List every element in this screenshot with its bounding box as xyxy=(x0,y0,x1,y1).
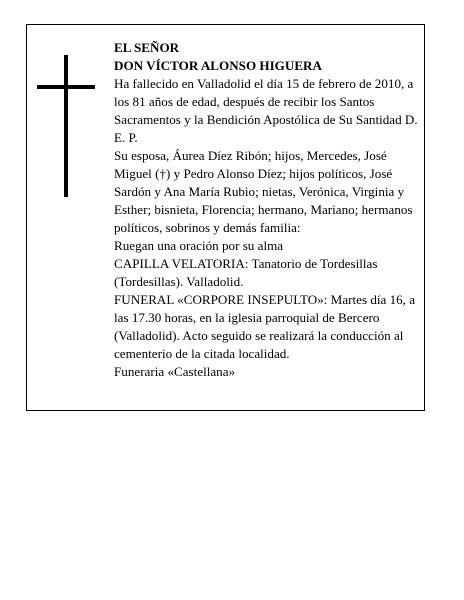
deceased-name: DON VÍCTOR ALONSO HIGUERA xyxy=(114,58,322,73)
latin-cross-icon xyxy=(37,55,95,197)
notice-text xyxy=(114,39,423,381)
chapel-info: CAPILLA VELATORIA: Tanatorio de Tordesillas (Tordesillas). Valladolid. xyxy=(114,256,378,289)
cross-horizontal-bar xyxy=(37,85,95,89)
cross-vertical-bar xyxy=(64,55,68,197)
obituary-notice xyxy=(26,24,425,411)
funeral-home: Funeraria «Castellana» xyxy=(114,364,236,379)
title-line-1: EL SEÑOR xyxy=(114,40,180,55)
funeral-info: FUNERAL «CORPORE INSEPULTO»: Martes día 16, a las 17.30 horas, en la iglesia parroquial de Bercero (Valladolid). Acto seguido se realizará la conducción al cementerio de la citada localidad. xyxy=(114,292,416,361)
prayer-request: Ruegan una oración por su alma xyxy=(114,238,284,253)
death-announcement: Ha fallecido en Valladolid el día 15 de febrero de 2010, a los 81 años de edad, después de recibir los Santos Sacramentos y la Bendición Apostólica de Su Santidad D. E. P. xyxy=(114,76,418,145)
family-list: Su esposa, Áurea Díez Ribón; hijos, Mercedes, José Miguel (†) y Pedro Alonso Díez; hijos políticos, José Sardón y Ana María Rubio; nietas, Verónica, Virginia y Esther; bisnieta, Florencia; hermano, Mariano; hermanos políticos, sobrinos y demás familia: xyxy=(114,148,413,235)
